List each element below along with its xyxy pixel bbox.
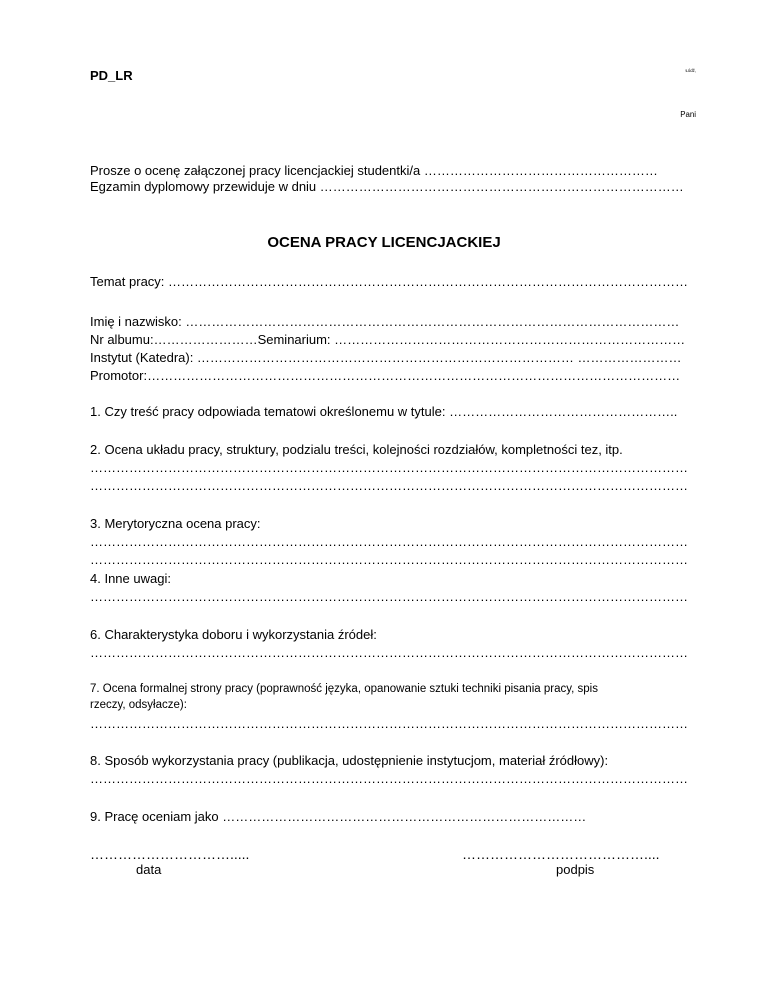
date-signature-line: …………………………..... xyxy=(90,846,250,862)
document-code: PD_LR xyxy=(90,68,133,83)
date-label: data xyxy=(136,862,162,877)
question-2: 2. Ocena układu pracy, struktury, podzialu treści, kolejności rozdziałów, kompletności tez, itp. xyxy=(90,442,623,457)
answer-line: ………………………………………………………………………………………………………………………… xyxy=(90,534,688,549)
question-7: 7. Ocena formalnej strony pracy (poprawność języka, opanowanie sztuki techniki pisania pracy, spis xyxy=(90,683,598,695)
intro-exam-line: Egzamin dyplomowy przewiduje w dniu ………………………………………………………………………… xyxy=(90,179,684,194)
topic-field: Temat pracy: ………………………………………………………………………………………………………… xyxy=(90,274,689,289)
signature-label: podpis xyxy=(556,862,595,877)
promotor-field: Promotor:…………………………………………………………………………………………………………… xyxy=(90,368,681,383)
city-date-line: Łódź, xyxy=(685,68,696,73)
answer-line: ………………………………………………………………………………………………………………………… xyxy=(90,478,688,493)
album-seminar-field: Nr albumu:……………………Seminarium: ……………………………………………………………………… xyxy=(90,332,686,347)
question-8: 8. Sposób wykorzystania pracy (publikacja, udostępnienie instytucjom, materiał źródłowy): xyxy=(90,753,609,768)
answer-line: ………………………………………………………………………………………………………………………… xyxy=(90,460,688,475)
document-title: OCENA PRACY LICENCJACKIEJ xyxy=(267,234,501,251)
question-3: 3. Merytoryczna ocena pracy: xyxy=(90,516,261,531)
answer-line: ………………………………………………………………………………………………………………………… xyxy=(90,716,688,731)
name-field: Imię i nazwisko: …………………………………………………………………………………………………… xyxy=(90,314,680,329)
signature-line: ………………………………….... xyxy=(462,846,660,862)
question-9: 9. Pracę oceniam jako ………………………………………………………………………… xyxy=(90,809,587,824)
question-7-continued: rzeczy, odsyłacze): xyxy=(90,699,187,711)
intro-request-line: Prosze o ocenę załączonej pracy licencjackiej studentki/a ……………………………………………… xyxy=(90,163,658,178)
recipient-line: Pani xyxy=(680,110,696,119)
institute-field: Instytut (Katedra): …………………………………………………………………………… …………………… xyxy=(90,350,682,365)
answer-line: ………………………………………………………………………………………………………………………… xyxy=(90,589,688,604)
answer-line: ………………………………………………………………………………………………………………………… xyxy=(90,552,688,567)
question-6: 6. Charakterystyka doboru i wykorzystania źródeł: xyxy=(90,627,377,642)
answer-line: ………………………………………………………………………………………………………………………… xyxy=(90,645,688,660)
answer-line: ………………………………………………………………………………………………………………………… xyxy=(90,771,688,786)
question-4: 4. Inne uwagi: xyxy=(90,571,171,586)
question-1: 1. Czy treść pracy odpowiada tematowi określonemu w tytule: …………………………………………….. xyxy=(90,404,678,419)
